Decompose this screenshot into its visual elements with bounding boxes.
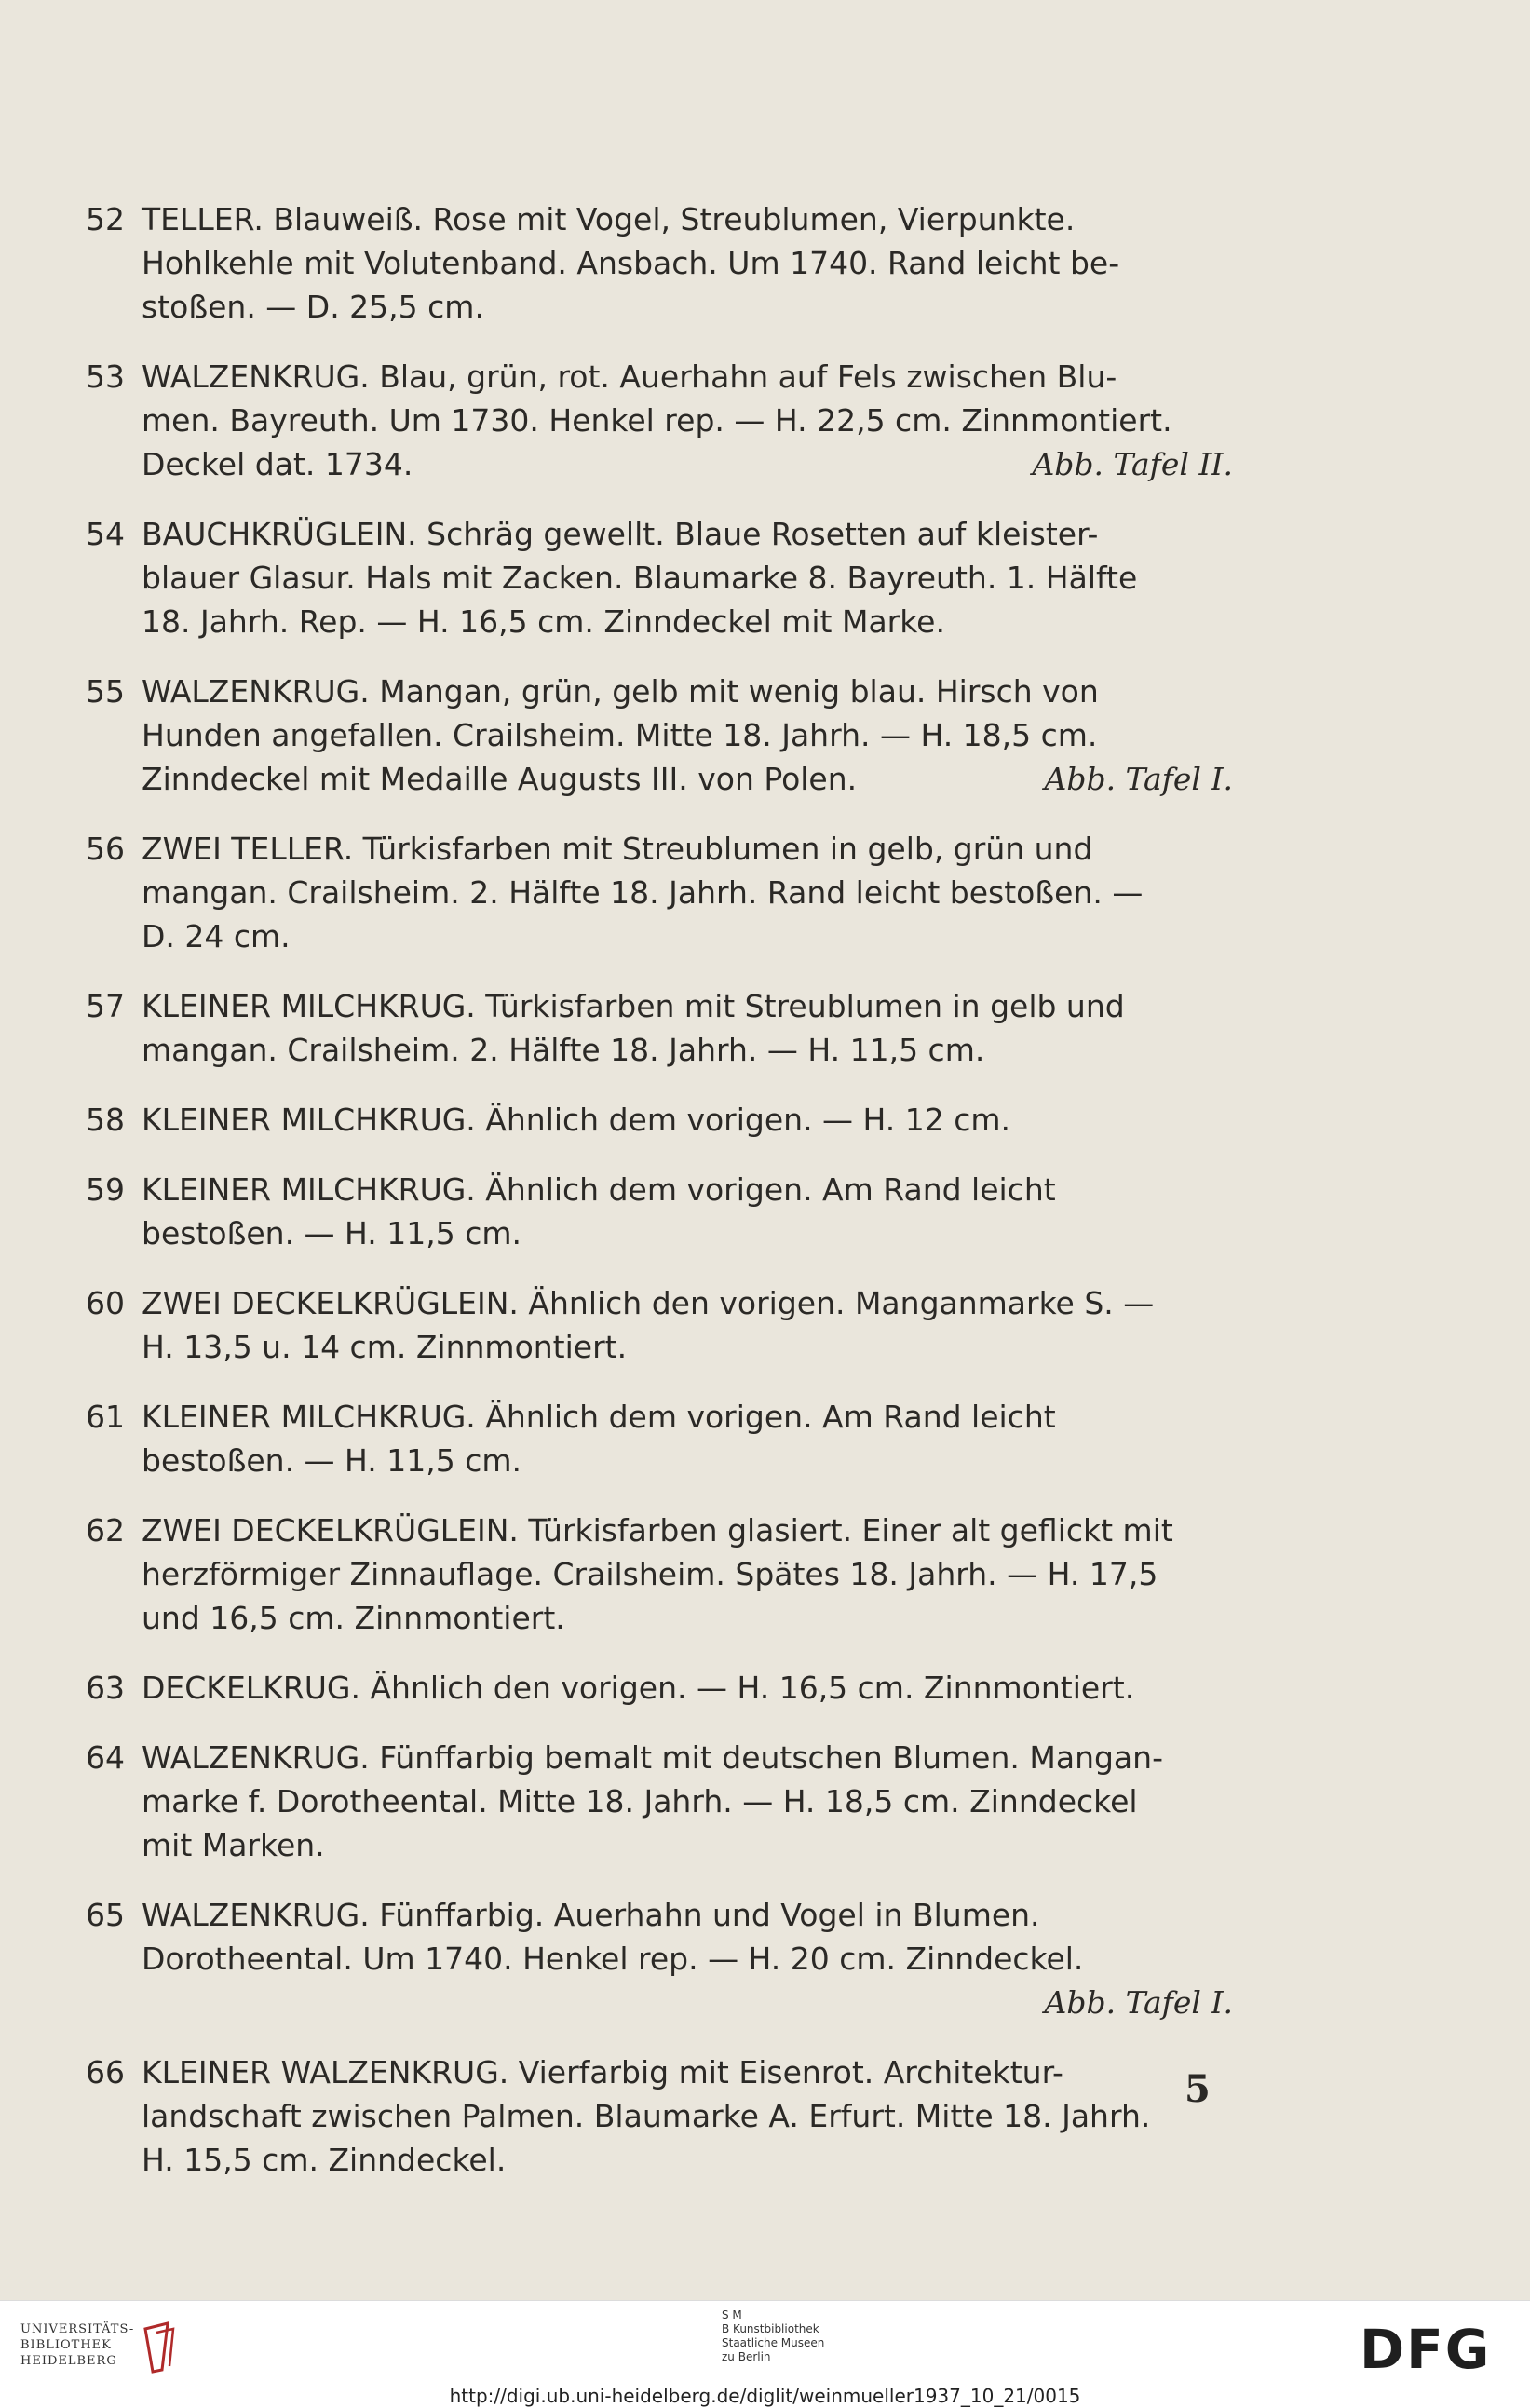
catalog-entry — [86, 1281, 1233, 1369]
entry-text-line: KLEINER MILCHKRUG. Ähnlich dem vorigen. Am Rand leicht — [142, 1399, 1056, 1435]
entry-text-line: bestoßen. — H. 11,5 cm. — [142, 1215, 522, 1251]
entry-text-line: und 16,5 cm. Zinnmontiert. — [142, 1600, 565, 1636]
entry-number: 66 — [86, 2054, 125, 2090]
catalog-entry — [86, 1098, 1233, 1142]
entry-text-line: H. 13,5 u. 14 cm. Zinnmontiert. — [142, 1329, 628, 1365]
entry-text-line: mangan. Crailsheim. 2. Hälfte 18. Jahrh. Rand leicht bestoßen. — — [142, 874, 1144, 911]
digitization-footer — [0, 2300, 1530, 2408]
catalog-entry — [86, 1508, 1233, 1640]
entry-text-line: bestoßen. — H. 11,5 cm. — [142, 1442, 522, 1479]
entry-text-line: KLEINER WALZENKRUG. Vierfarbig mit Eisenrot. Architektur- — [142, 2054, 1063, 2090]
entry-number: 62 — [86, 1512, 125, 1549]
heidelberg-mark-icon — [140, 2320, 183, 2375]
catalog-entry — [86, 512, 1233, 643]
uni-line-1: UNIVERSITÄTS- — [20, 2322, 135, 2336]
entry-text-line: ZWEI DECKELKRÜGLEIN. Ähnlich den vorigen. Manganmarke S. — — [142, 1285, 1155, 1321]
catalog-entry — [86, 1736, 1233, 1867]
entry-text-line: Hunden angefallen. Crailsheim. Mitte 18. Jahrh. — H. 18,5 cm. — [142, 717, 1098, 753]
entry-text-line: DECKELKRUG. Ähnlich den vorigen. — H. 16,5 cm. Zinnmontiert. — [142, 1670, 1135, 1706]
entry-number: 59 — [86, 1171, 125, 1208]
entry-text-line: KLEINER MILCHKRUG. Ähnlich dem vorigen. — H. 12 cm. — [142, 1102, 1011, 1138]
catalog-entry — [86, 2050, 1233, 2182]
smb-line-2: B Kunstbibliothek — [722, 2322, 819, 2335]
entry-text-line: marke f. Dorotheental. Mitte 18. Jahrh. — H. 18,5 cm. Zinndeckel — [142, 1783, 1138, 1820]
entry-text-line: Dorotheental. Um 1740. Henkel rep. — H. 20 cm. Zinndeckel. — [142, 1941, 1084, 1977]
heidelberg-library-logo[interactable] — [20, 2321, 134, 2369]
catalog-entries — [86, 197, 1233, 2208]
entry-number: 61 — [86, 1399, 125, 1435]
smb-kunstbibliothek-logo[interactable] — [722, 2308, 824, 2364]
catalog-entry — [86, 355, 1233, 486]
entry-number: 57 — [86, 988, 125, 1024]
plate-reference: Abb. Tafel I. — [1044, 761, 1233, 797]
entry-text-line: WALZENKRUG. Fünffarbig bemalt mit deutschen Blumen. Mangan- — [142, 1739, 1163, 1776]
entry-text-line: mit Marken. — [142, 1827, 325, 1863]
entry-text-line: TELLER. Blauweiß. Rose mit Vogel, Streublumen, Vierpunkte. — [142, 201, 1076, 237]
catalog-entry — [86, 1893, 1233, 2024]
entry-text-line: mangan. Crailsheim. 2. Hälfte 18. Jahrh. — H. 11,5 cm. — [142, 1032, 985, 1068]
entry-text-line: Hohlkehle mit Volutenband. Ansbach. Um 1740. Rand leicht be- — [142, 245, 1120, 281]
entry-number: 65 — [86, 1897, 125, 1933]
entry-number: 53 — [86, 358, 125, 395]
entry-text-line: Deckel dat. 1734. — [142, 446, 413, 482]
entry-number: 55 — [86, 673, 125, 710]
entry-text-line: ZWEI TELLER. Türkisfarben mit Streublumen in gelb, grün und — [142, 831, 1093, 867]
entry-text-line: D. 24 cm. — [142, 918, 291, 954]
entry-number: 64 — [86, 1739, 125, 1776]
entry-number: 54 — [86, 516, 125, 552]
smb-line-4: zu Berlin — [722, 2350, 771, 2363]
catalog-entry — [86, 670, 1233, 801]
entry-text-line: KLEINER MILCHKRUG. Ähnlich dem vorigen. Am Rand leicht — [142, 1171, 1056, 1208]
smb-line-1: S M — [722, 2308, 742, 2321]
entry-text-line: WALZENKRUG. Mangan, grün, gelb mit wenig blau. Hirsch von — [142, 673, 1099, 710]
entry-number: 52 — [86, 201, 125, 237]
entry-text-line: herzförmiger Zinnauflage. Crailsheim. Spätes 18. Jahrh. — H. 17,5 — [142, 1556, 1158, 1592]
entry-number: 56 — [86, 831, 125, 867]
entry-text-line: men. Bayreuth. Um 1730. Henkel rep. — H. 22,5 cm. Zinnmontiert. — [142, 402, 1172, 439]
uni-line-3: HEIDELBERG — [20, 2354, 117, 2368]
page-number: 5 — [1185, 2067, 1211, 2111]
entry-text-line: 18. Jahrh. Rep. — H. 16,5 cm. Zinndeckel mit Marke. — [142, 603, 945, 640]
plate-reference: Abb. Tafel II. — [1032, 446, 1233, 482]
entry-number: 58 — [86, 1102, 125, 1138]
catalog-entry — [86, 1168, 1233, 1255]
smb-line-3: Staatliche Museen — [722, 2336, 825, 2349]
catalog-entry — [86, 197, 1233, 329]
entry-text-line: Zinndeckel mit Medaille Augusts III. von Polen. — [142, 761, 858, 797]
entry-text-line: ZWEI DECKELKRÜGLEIN. Türkisfarben glasiert. Einer alt geflickt mit — [142, 1512, 1173, 1549]
catalog-entry — [86, 1395, 1233, 1482]
catalog-entry — [86, 984, 1233, 1072]
catalog-entry — [86, 1666, 1233, 1710]
entry-text-line: BAUCHKRÜGLEIN. Schräg gewellt. Blaue Rosetten auf kleister- — [142, 516, 1099, 552]
entry-text-line: H. 15,5 cm. Zinndeckel. — [142, 2142, 507, 2178]
entry-text-line: landschaft zwischen Palmen. Blaumarke A. Erfurt. Mitte 18. Jahrh. — [142, 2098, 1151, 2134]
entry-text-line: WALZENKRUG. Fünffarbig. Auerhahn und Vogel in Blumen. — [142, 1897, 1040, 1933]
catalog-entry — [86, 827, 1233, 958]
entry-number: 63 — [86, 1670, 125, 1706]
entry-number: 60 — [86, 1285, 125, 1321]
entry-text-line: KLEINER MILCHKRUG. Türkisfarben mit Streublumen in gelb und — [142, 988, 1125, 1024]
entry-text-line: blauer Glasur. Hals mit Zacken. Blaumarke 8. Bayreuth. 1. Hälfte — [142, 560, 1138, 596]
plate-reference: Abb. Tafel I. — [1044, 1984, 1233, 2021]
uni-line-2: BIBLIOTHEK — [20, 2338, 112, 2352]
entry-text-line: stoßen. — D. 25,5 cm. — [142, 289, 484, 325]
permalink-url[interactable]: http://digi.ub.uni-heidelberg.de/diglit/weinmueller1937_10_21/0015 — [449, 2385, 1081, 2407]
entry-text-line: WALZENKRUG. Blau, grün, rot. Auerhahn auf Fels zwischen Blu- — [142, 358, 1117, 395]
dfg-logo[interactable]: DFG — [1360, 2318, 1492, 2381]
